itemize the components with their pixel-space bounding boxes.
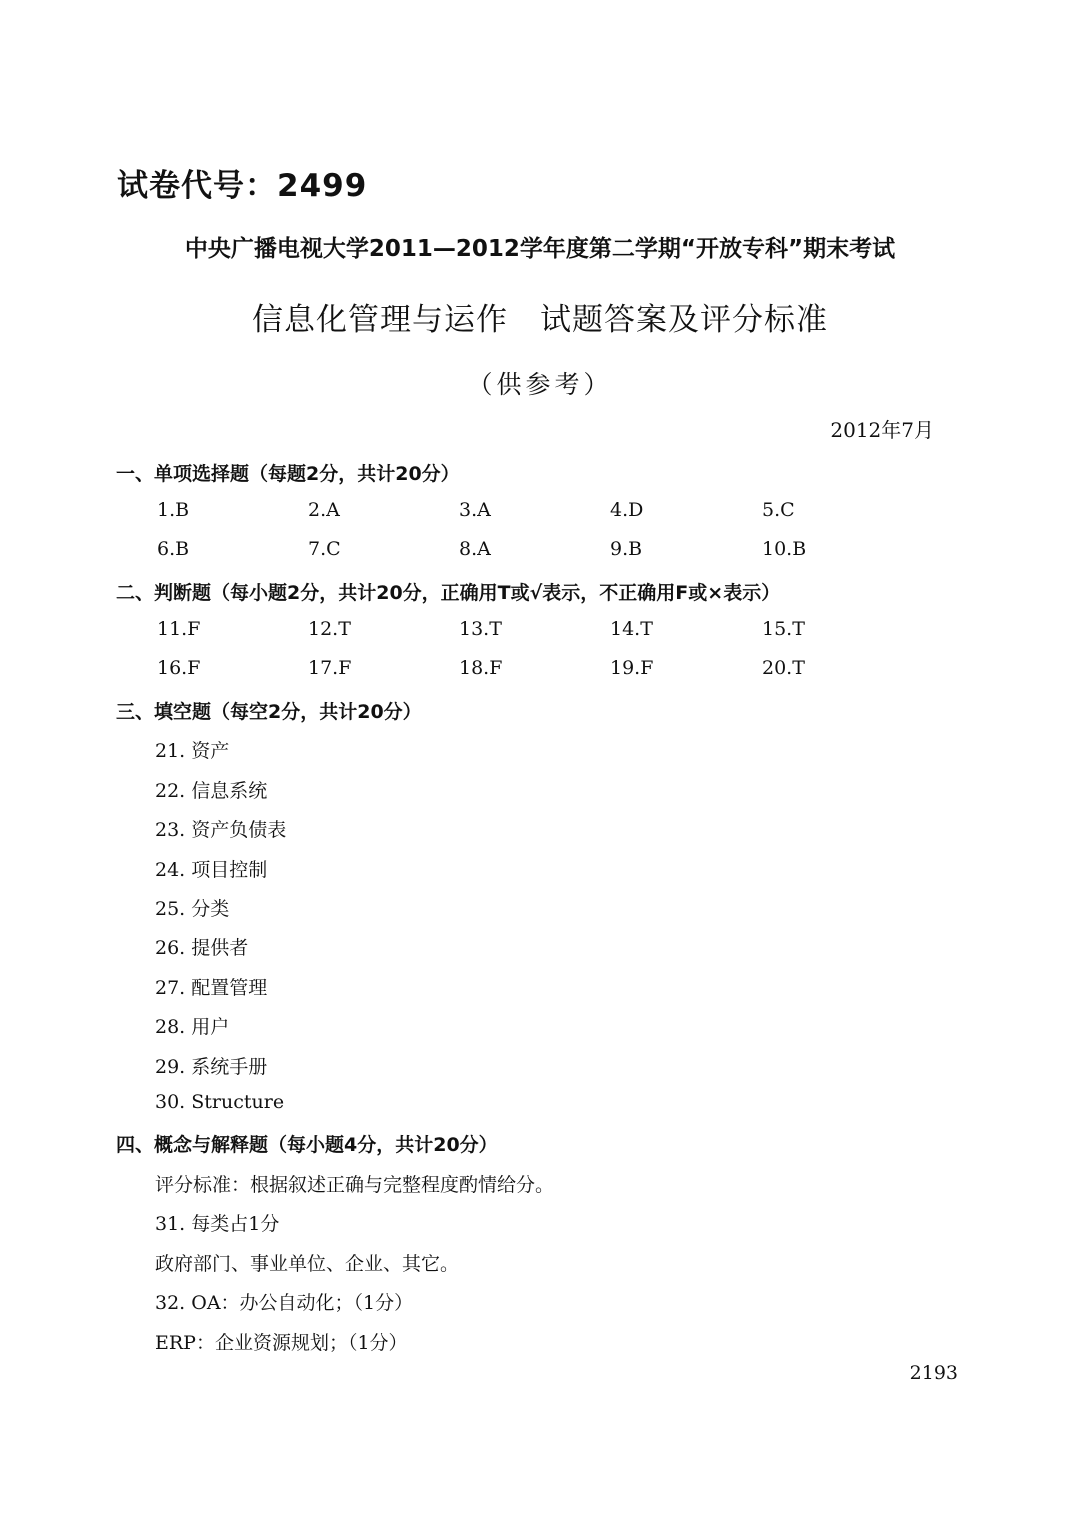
- paper-code: 试卷代号：2499: [117, 168, 368, 204]
- answer-10: 10.B: [762, 538, 807, 560]
- answer-8: 8.A: [459, 538, 491, 560]
- answer-31-text: 政府部门、事业单位、企业、其它。: [155, 1253, 460, 1275]
- answer-4: 4.D: [610, 499, 644, 521]
- section-1-heading: 一、单项选择题（每题2分，共计20分）: [116, 463, 460, 485]
- page-number: 2193: [909, 1362, 958, 1384]
- fill-answer-23: 23. 资产负债表: [155, 819, 287, 841]
- answer-12: 12.T: [308, 618, 351, 640]
- answer-6: 6.B: [157, 538, 190, 560]
- fill-answer-21: 21. 资产: [155, 740, 230, 762]
- answer-15: 15.T: [762, 618, 805, 640]
- fill-answer-29: 29. 系统手册: [155, 1056, 268, 1078]
- section-2-heading: 二、判断题（每小题2分，共计20分，正确用T或√表示，不正确用F或×表示）: [116, 582, 781, 604]
- fill-answer-25: 25. 分类: [155, 898, 230, 920]
- answer-11: 11.F: [157, 618, 201, 640]
- answer-7: 7.C: [308, 538, 341, 560]
- exam-university-line: 中央广播电视大学2011—2012学年度第二学期“开放专科”期末考试: [184, 236, 896, 262]
- answer-16: 16.F: [157, 657, 201, 679]
- answer-3: 3.A: [459, 499, 491, 521]
- fill-answer-27: 27. 配置管理: [155, 977, 268, 999]
- fill-answer-22: 22. 信息系统: [155, 780, 268, 802]
- answer-1: 1.B: [157, 499, 190, 521]
- grading-standard: 评分标准：根据叙述正确与完整程度酌情给分。: [155, 1174, 555, 1196]
- answer-14: 14.T: [610, 618, 653, 640]
- answer-9: 9.B: [610, 538, 643, 560]
- section-3-heading: 三、填空题（每空2分，共计20分）: [116, 701, 422, 723]
- answer-32-oa: 32. OA：办公自动化；（1分）: [155, 1292, 414, 1314]
- answer-13: 13.T: [459, 618, 502, 640]
- answer-2: 2.A: [308, 499, 340, 521]
- fill-answer-26: 26. 提供者: [155, 937, 249, 959]
- answer-17: 17.F: [308, 657, 352, 679]
- answer-32-erp: ERP：企业资源规划；（1分）: [155, 1332, 408, 1354]
- exam-date: 2012年7月: [830, 418, 934, 442]
- answer-20: 20.T: [762, 657, 805, 679]
- answer-5: 5.C: [762, 499, 795, 521]
- answer-19: 19.F: [610, 657, 654, 679]
- answer-18: 18.F: [459, 657, 503, 679]
- section-4-heading: 四、概念与解释题（每小题4分，共计20分）: [116, 1134, 498, 1156]
- fill-answer-24: 24. 项目控制: [155, 859, 268, 881]
- fill-answer-28: 28. 用户: [155, 1016, 230, 1038]
- reference-note: （供参考）: [467, 370, 613, 399]
- fill-answer-30: 30. Structure: [155, 1091, 285, 1113]
- answer-31-heading: 31. 每类占1分: [155, 1213, 280, 1235]
- exam-title: 信息化管理与运作 试题答案及评分标准: [252, 302, 828, 338]
